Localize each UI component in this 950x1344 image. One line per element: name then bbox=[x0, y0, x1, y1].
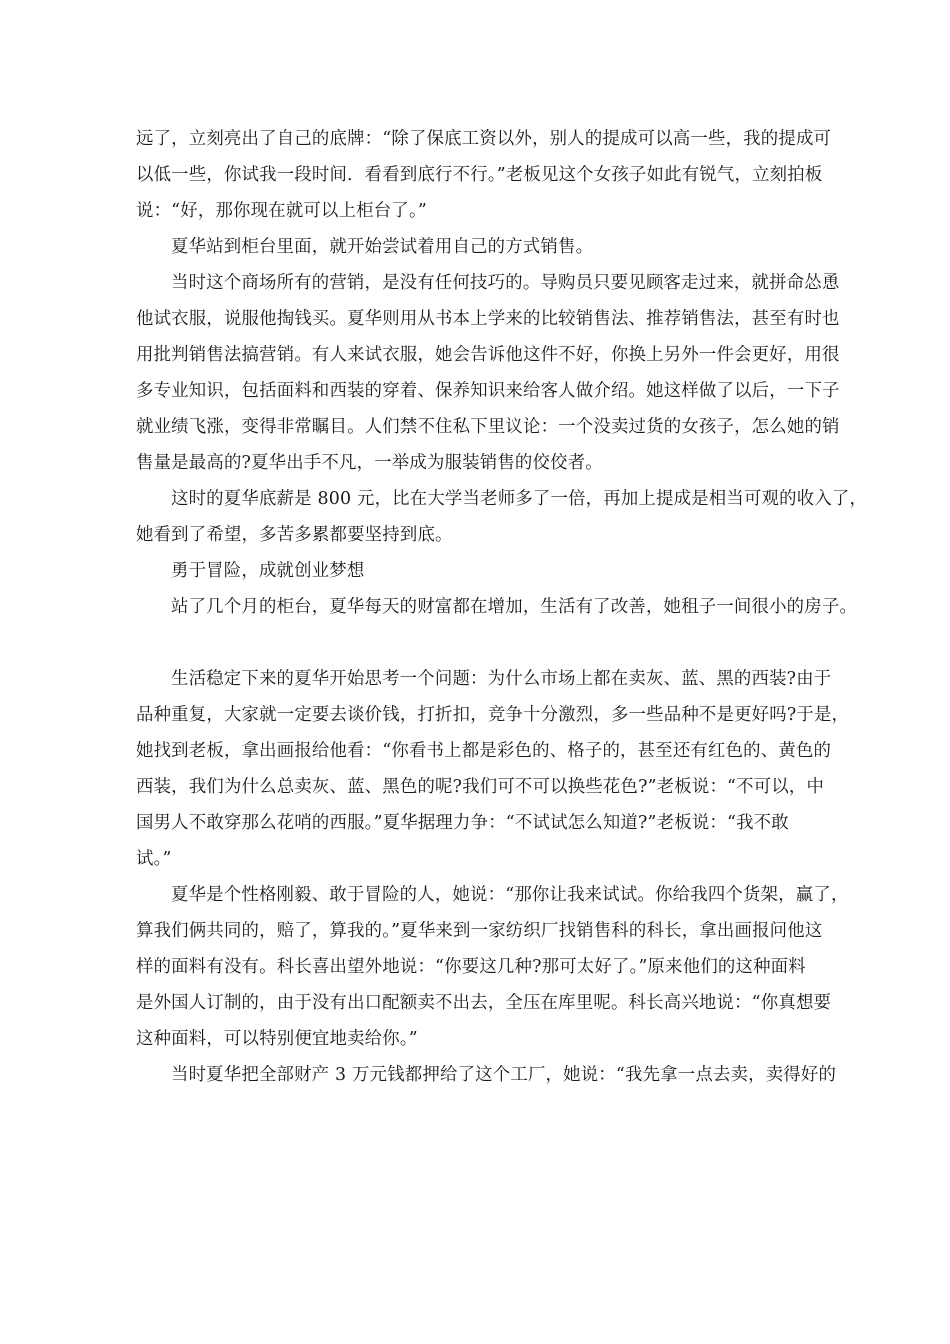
text-line: 就业绩飞涨，变得非常瞩目。人们禁不住私下里议论：一个没卖过货的女孩子，怎么她的销 bbox=[136, 417, 840, 437]
text-line: 她看到了希望，多苦多累都要坚持到底。 bbox=[136, 525, 453, 545]
text-line: 多专业知识，包括面料和西装的穿着、保养知识来给客人做介绍。她这样做了以后，一下子 bbox=[136, 381, 840, 401]
text-line: 生活稳定下来的夏华开始思考一个问题：为什么市场上都在卖灰、蓝、黑的西装?由于 bbox=[171, 669, 832, 689]
text-line: 是外国人订制的，由于没有出口配额卖不出去，全压在库里呢。科长高兴地说：“你真想要 bbox=[136, 993, 832, 1013]
text-line: 西装，我们为什么总卖灰、蓝、黑色的呢?我们可不可以换些花色?”老板说：“不可以，中 bbox=[136, 777, 825, 797]
text-line: 他试衣服，说服他掏钱买。夏华则用从书本上学来的比较销售法、推荐销售法，甚至有时也 bbox=[136, 309, 840, 329]
text-line: 夏华是个性格刚毅、敢于冒险的人，她说：“那你让我来试试。你给我四个货架，赢了， bbox=[171, 885, 849, 905]
text-line: 夏华站到柜台里面，就开始尝试着用自己的方式销售。 bbox=[171, 237, 594, 257]
text-line: 品种重复，大家就一定要去谈价钱，打折扣，竞争十分激烈，多一些品种不是更好吗?于是， bbox=[136, 705, 850, 725]
text-line: 用批判销售法搞营销。有人来试衣服，她会告诉他这件不好，你换上另外一件会更好，用很 bbox=[136, 345, 840, 365]
text-line: 说：“好，那你现在就可以上柜台了。” bbox=[136, 201, 427, 221]
text-line: 国男人不敢穿那么花哨的西服。”夏华据理力争：“不试试怎么知道?”老板说：“我不敢 bbox=[136, 813, 789, 833]
text-line: 这时的夏华底薪是 800 元，比在大学当老师多了一倍，再加上提成是相当可观的收入了， bbox=[171, 489, 868, 509]
text-line: 售量是最高的?夏华出手不凡，一举成为服装销售的佼佼者。 bbox=[136, 453, 603, 473]
text-line: 当时这个商场所有的营销，是没有任何技巧的。导购员只要见顾客走过来，就拼命怂恿 bbox=[171, 273, 840, 293]
section-heading: 勇于冒险，成就创业梦想 bbox=[171, 561, 365, 581]
text-line: 算我们俩共同的，赔了，算我的。”夏华来到一家纺织厂找销售科的科长，拿出画报问他这 bbox=[136, 921, 823, 941]
text-line: 试。” bbox=[136, 849, 172, 869]
text-line: 当时夏华把全部财产 3 万元钱都押给了这个工厂，她说：“我先拿一点去卖，卖得好的 bbox=[171, 1065, 837, 1085]
text-line: 站了几个月的柜台，夏华每天的财富都在增加，生活有了改善，她租子一间很小的房子。 bbox=[171, 597, 858, 617]
text-line: 样的面料有没有。科长喜出望外地说：“你要这几种?那可太好了。”原来他们的这种面料 bbox=[136, 957, 806, 977]
text-line: 以低一些，你试我一段时间．看看到底行不行。”老板见这个女孩子如此有锐气，立刻拍板 bbox=[136, 165, 823, 185]
text-line: 这种面料，可以特别便宜地卖给你。” bbox=[136, 1029, 418, 1049]
text-line: 远了，立刻亮出了自己的底牌：“除了保底工资以外，别人的提成可以高一些，我的提成可 bbox=[136, 129, 832, 149]
text-line: 她找到老板，拿出画报给他看：“你看书上都是彩色的、格子的，甚至还有红色的、黄色的 bbox=[136, 741, 832, 761]
